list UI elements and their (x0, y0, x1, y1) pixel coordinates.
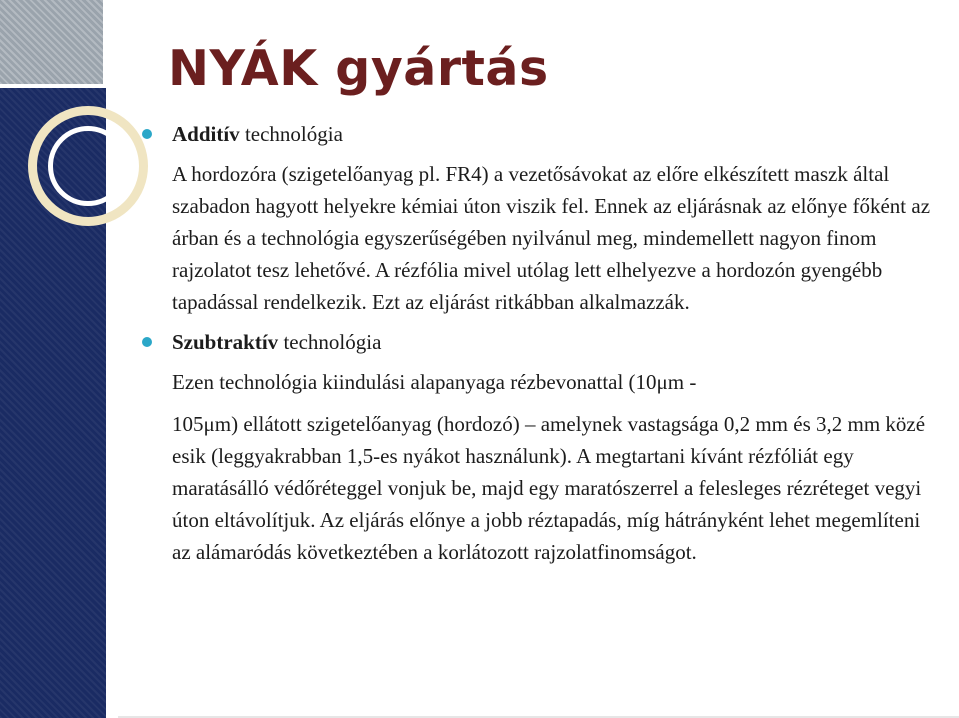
slide-title: NYÁK gyártás (168, 40, 549, 97)
subtractive-paragraph-line-1: Ezen technológia kiindulási alapanyaga rézbevonattal (10μm - (172, 370, 697, 394)
bullet-additive-heading (172, 118, 942, 150)
decorative-ring-inner (48, 126, 128, 206)
subtractive-paragraph: 105μm) ellátott szigetelőanyag (hordozó) – amelynek vastagsága 0,2 mm és 3,2 mm közé esik (leggyakrabban 1,5-es nyákot használunk). A megtartani kívánt rézfóliát egy maratásálló védőréteggel vonjuk be, majd egy maratószerrel a felesleges rézréteget vegyi úton eltávolítjuk. Az eljárás előnye a jobb réztapadás, míg hátrányként lehet megemlíteni az alámaródás következtében a korlátozott rajzolatfinomságot. (172, 412, 926, 564)
additive-paragraph: A hordozóra (szigetelőanyag pl. FR4) a vezetősávokat az előre elkészített maszk által szabadon hagyott helyekre kémiai úton viszik fel. Ennek az eljárásnak az előnye főként az árban és a technológia egyszerűségében nyilvánul meg, mindemellett nagyon finom rajzolatot tesz lehetővé. A rézfólia mivel utólag lett elhelyezve a hordozón gyengébb tapadással rendelkezik. Ezt az eljárást ritkábban alkalmazzák. (172, 162, 931, 314)
corner-divider-vertical (103, 0, 107, 88)
subtractive-term-rest: technológia (278, 330, 382, 354)
bullet-dot-icon (142, 129, 152, 139)
corner-decorative-box (0, 0, 103, 84)
additive-term: Additív (172, 122, 240, 146)
subtractive-term: Szubtraktív (172, 330, 279, 354)
bullet-dot-icon (142, 337, 152, 347)
corner-divider-horizontal (0, 84, 107, 88)
additive-term-rest: technológia (239, 122, 343, 146)
slide-content (172, 118, 942, 568)
bullet-subtractive-heading (172, 326, 942, 358)
